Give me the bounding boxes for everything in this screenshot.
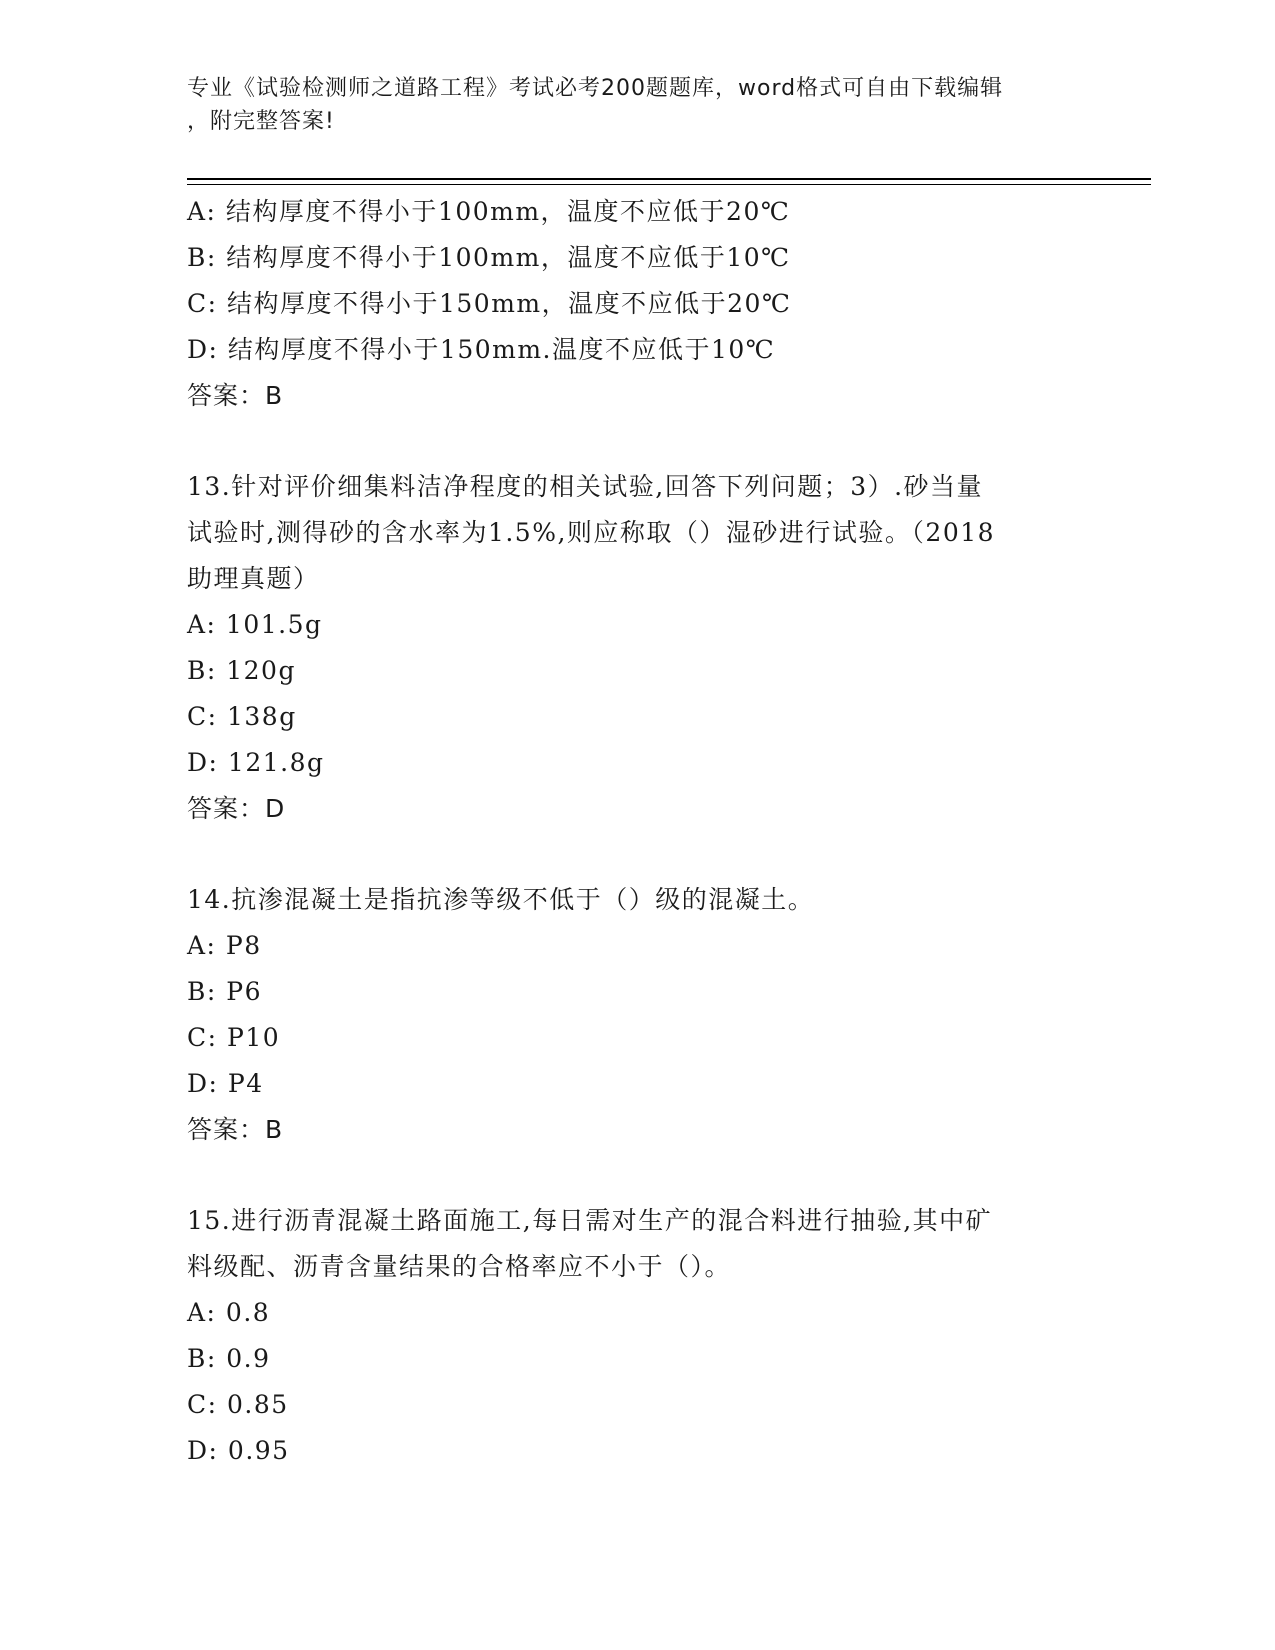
option-c: C: P10 (187, 1023, 281, 1052)
spacer (187, 419, 1087, 464)
question-12 (187, 189, 1087, 419)
question-14 (187, 877, 1087, 1153)
option-d: D: 结构厚度不得小于150mm.温度不应低于10℃ (187, 335, 776, 364)
question-13 (187, 464, 1087, 832)
option-a: A: 101.5g (187, 610, 323, 639)
header-rule-thin (187, 184, 1151, 185)
question-content (187, 189, 1087, 1474)
question-stem-line: 助理真题） (187, 564, 320, 593)
answer: 答案：D (187, 794, 286, 823)
question-stem-line: 14.抗渗混凝土是指抗渗等级不低于（）级的混凝土。 (187, 885, 815, 914)
option-c: C: 结构厚度不得小于150mm，温度不应低于20℃ (187, 289, 792, 318)
question-15 (187, 1198, 1087, 1474)
option-b: B: 结构厚度不得小于100mm，温度不应低于10℃ (187, 243, 791, 272)
answer: 答案：B (187, 1115, 284, 1144)
option-a: A: 结构厚度不得小于100mm，温度不应低于20℃ (187, 197, 791, 226)
spacer (187, 1153, 1087, 1198)
option-b: B: 0.9 (187, 1344, 271, 1373)
option-d: D: 0.95 (187, 1436, 290, 1465)
header-rule-thick (187, 178, 1151, 180)
question-stem-line: 15.进行沥青混凝土路面施工,每日需对生产的混合料进行抽验,其中矿 (187, 1206, 993, 1235)
option-c: C: 0.85 (187, 1390, 289, 1419)
question-stem-line: 13.针对评价细集料洁净程度的相关试验,回答下列问题；3）.砂当量 (187, 472, 984, 501)
option-a: A: 0.8 (187, 1298, 271, 1327)
option-d: D: 121.8g (187, 748, 325, 777)
option-c: C: 138g (187, 702, 297, 731)
option-b: B: 120g (187, 656, 296, 685)
header-title-line-2: ，附完整答案! (187, 109, 335, 134)
option-b: B: P6 (187, 977, 262, 1006)
question-stem-line: 料级配、沥青含量结果的合格率应不小于（）。 (187, 1252, 732, 1281)
option-d: D: P4 (187, 1069, 264, 1098)
question-stem-line: 试验时,测得砂的含水率为1.5%,则应称取（）湿砂进行试验。（2018 (187, 518, 996, 547)
header-title-line-1: 专业《试验检测师之道路工程》考试必考200题题库，word格式可自由下载编辑 (187, 76, 1004, 101)
spacer (187, 832, 1087, 877)
document-header (187, 72, 1067, 138)
option-a: A: P8 (187, 931, 262, 960)
answer: 答案：B (187, 381, 284, 410)
